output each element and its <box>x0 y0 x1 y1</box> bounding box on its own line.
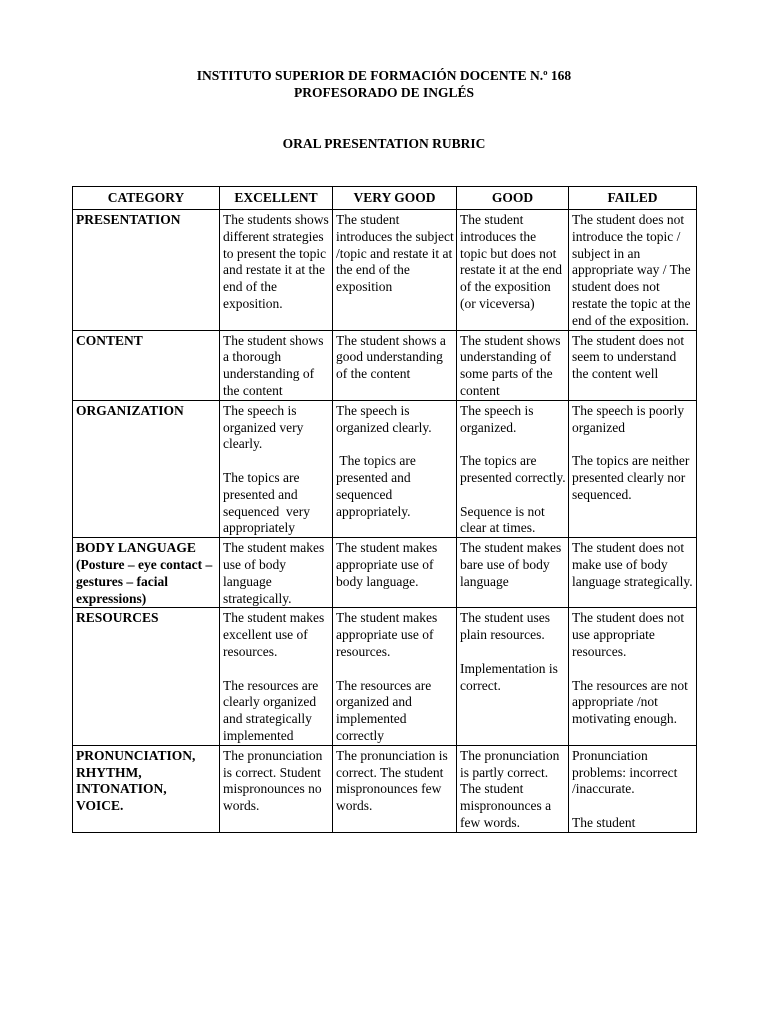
category-cell: PRONUNCIATION, RHYTHM, INTONATION, VOICE. <box>73 745 220 832</box>
table-row <box>73 330 697 400</box>
criteria-cell: The students shows different strategies to present the topic and restate it at the end of the exposition. <box>220 210 333 331</box>
header-row <box>73 187 697 210</box>
criteria-cell: The student introduces the subject /topic and restate it at the end of the exposition <box>333 210 457 331</box>
criteria-cell: The student makes appropriate use of body language. <box>333 538 457 608</box>
criteria-cell: The speech is organized. The topics are presented correctly. Sequence is not clear at times. <box>457 400 569 537</box>
column-header-excellent: EXCELLENT <box>220 187 333 210</box>
criteria-cell: The student does not make use of body language strategically. <box>569 538 697 608</box>
table-row <box>73 210 697 331</box>
criteria-cell: The speech is poorly organized The topics are neither presented clearly nor sequenced. <box>569 400 697 537</box>
criteria-cell: The student does not seem to understand the content well <box>569 330 697 400</box>
criteria-cell: The student shows understanding of some parts of the content <box>457 330 569 400</box>
criteria-cell: The student makes appropriate use of resources. The resources are organized and implemented correctly <box>333 608 457 745</box>
criteria-cell: The student makes bare use of body language <box>457 538 569 608</box>
category-cell: ORGANIZATION <box>73 400 220 537</box>
category-cell: CONTENT <box>73 330 220 400</box>
criteria-cell: The student shows a thorough understanding of the content <box>220 330 333 400</box>
category-cell <box>73 538 220 608</box>
criteria-cell: The student makes use of body language strategically. <box>220 538 333 608</box>
category-cell: PRESENTATION <box>73 210 220 331</box>
rubric-title: ORAL PRESENTATION RUBRIC <box>282 136 486 151</box>
criteria-cell: The pronunciation is partly correct. The student mispronounces a few words. <box>457 745 569 832</box>
document-header <box>0 67 768 101</box>
criteria-cell: The pronunciation is correct. The student mispronounces few words. <box>333 745 457 832</box>
criteria-cell: The student does not use appropriate resources. The resources are not appropriate /not motivating enough. <box>569 608 697 745</box>
program-name: PROFESORADO DE INGLÉS <box>293 85 475 100</box>
criteria-cell: The speech is organized clearly. The topics are presented and sequenced appropriately. <box>333 400 457 537</box>
criteria-cell: The student shows a good understanding of the content <box>333 330 457 400</box>
institution-name: INSTITUTO SUPERIOR DE FORMACIÓN DOCENTE N.º 168 <box>196 68 572 83</box>
criteria-cell: The student uses plain resources. Implementation is correct. <box>457 608 569 745</box>
column-header-very-good: VERY GOOD <box>333 187 457 210</box>
rubric-table <box>72 186 697 833</box>
table-row <box>73 538 697 608</box>
table-row <box>73 745 697 832</box>
table-row <box>73 608 697 745</box>
table-row <box>73 400 697 537</box>
category-cell: RESOURCES <box>73 608 220 745</box>
category-label: BODY LANGUAGE <box>76 540 196 556</box>
criteria-cell: Pronunciation problems: incorrect /inaccurate. The student <box>569 745 697 832</box>
column-header-good: GOOD <box>457 187 569 210</box>
column-header-category: CATEGORY <box>73 187 220 210</box>
criteria-cell: The pronunciation is correct. Student mispronounces no words. <box>220 745 333 832</box>
criteria-cell: The student makes excellent use of resources. The resources are clearly organized and strategically implemented <box>220 608 333 745</box>
column-header-failed: FAILED <box>569 187 697 210</box>
category-note: (Posture – eye contact – gestures – facial expressions) <box>76 556 213 606</box>
criteria-cell: The student introduces the topic but does not restate it at the end of the exposition (or viceversa) <box>457 210 569 331</box>
criteria-cell: The speech is organized very clearly. The topics are presented and sequenced very appropriately <box>220 400 333 537</box>
criteria-cell: The student does not introduce the topic / subject in an appropriate way / The student does not restate the topic at the end of the exposition. <box>569 210 697 331</box>
